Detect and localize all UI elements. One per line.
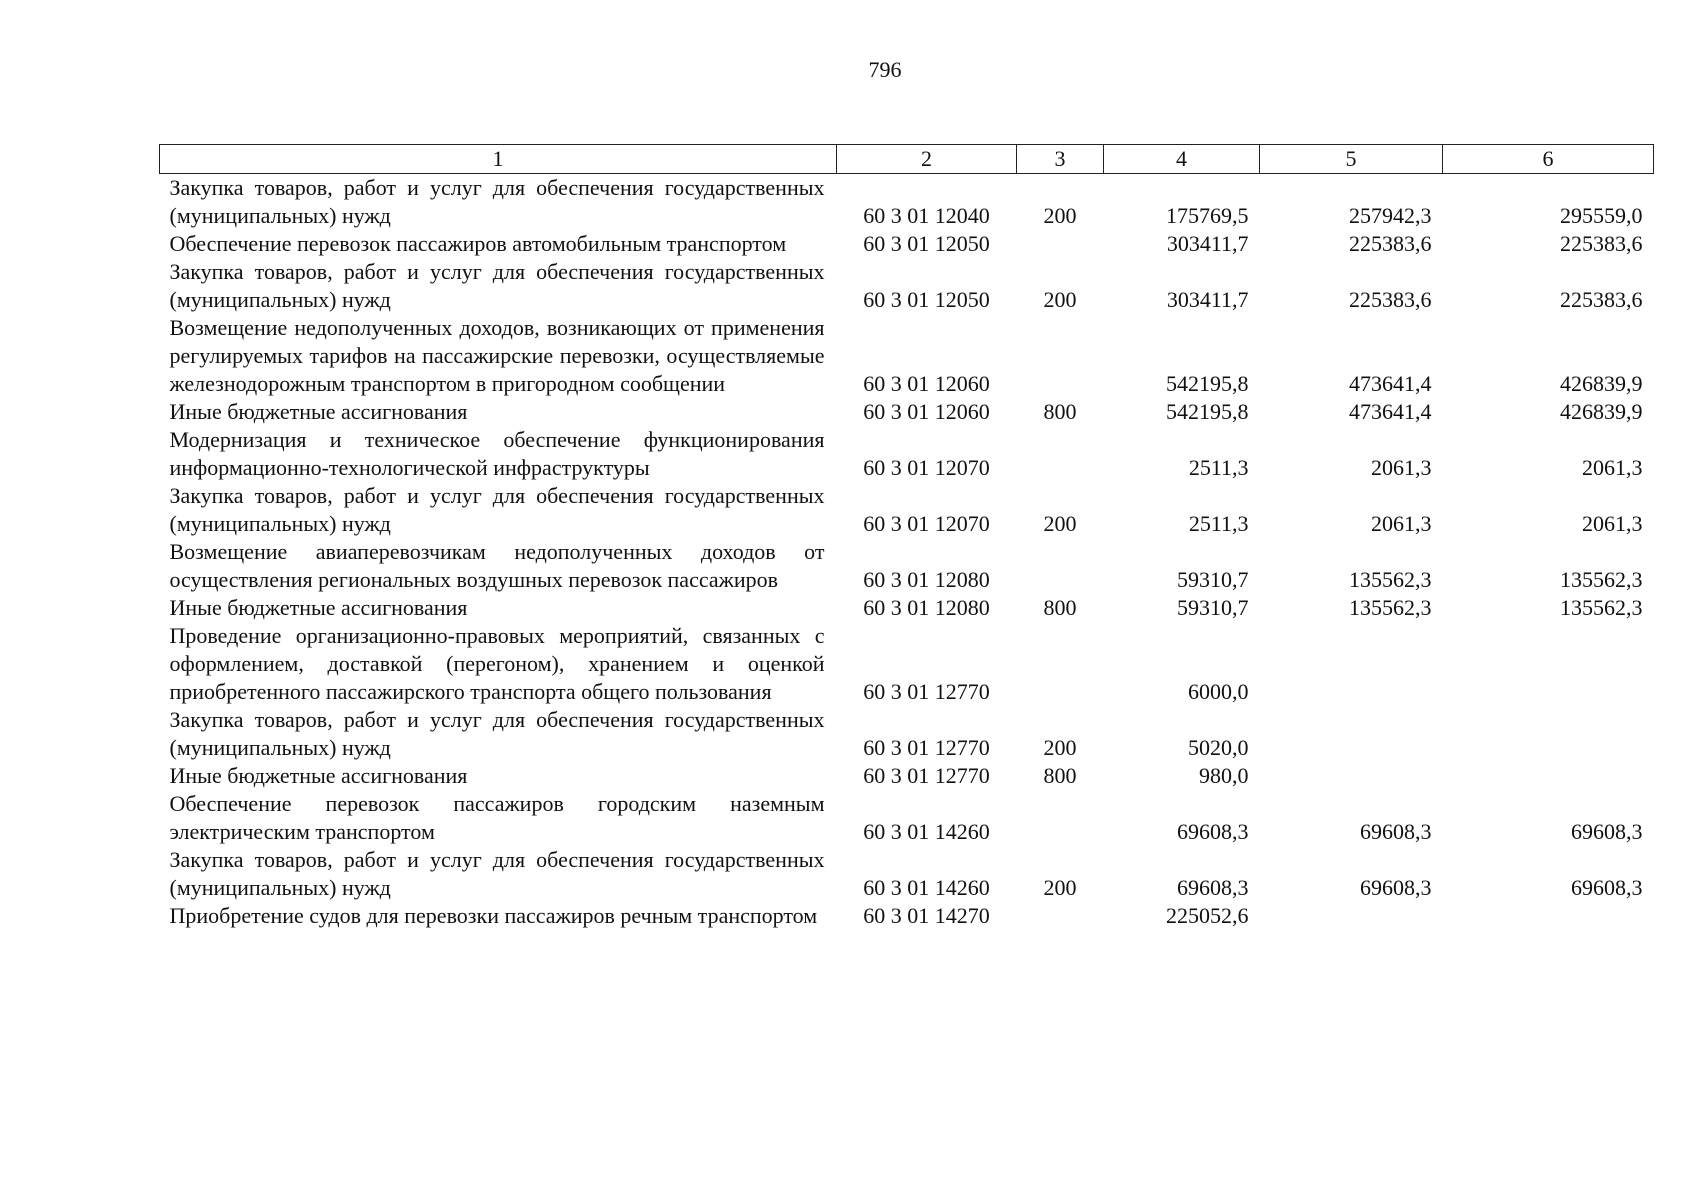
row-amount-3: 135562,3 [1560,567,1643,592]
row-amount-2: 69608,3 [1360,875,1432,900]
table-row [160,902,1654,930]
row-amount-3: 69608,3 [1571,875,1643,900]
row-amount-3 [1443,622,1654,706]
row-expense-type: 800 [1043,763,1077,788]
row-amount-3: 225383,6 [1560,231,1643,256]
table-row [160,538,1654,594]
row-name: Проведение организационно-правовых мероприятий, связанных с оформлением, доставкой (перегоном), хранением и оценкой приобретенного пассажирского транспорта общего пользования [169,623,825,704]
row-amount-1: 303411,7 [1166,287,1249,312]
row-target-code: 60 3 01 12070 [863,511,990,536]
row-expense-type: 800 [1043,595,1077,620]
row-amount-2: 2061,3 [1371,511,1432,536]
row-amount-2: 135562,3 [1349,567,1432,592]
row-name: Иные бюджетные ассигнования [169,595,468,620]
row-expense-type: 800 [1043,399,1077,424]
row-target-code: 60 3 01 14270 [863,903,990,928]
row-target-code: 60 3 01 12080 [863,595,990,620]
row-amount-1: 303411,7 [1166,231,1249,256]
row-amount-1: 59310,7 [1177,567,1249,592]
table-row [160,706,1654,762]
row-target-code: 60 3 01 12770 [863,735,990,760]
table-row [160,398,1654,426]
row-amount-1: 542195,8 [1166,399,1249,424]
table-row [160,482,1654,538]
row-amount-2 [1260,706,1443,762]
row-amount-1: 69608,3 [1177,819,1249,844]
column-header-amount-3: 6 [1443,145,1654,174]
row-amount-2: 257942,3 [1349,203,1432,228]
row-amount-1: 175769,5 [1166,203,1249,228]
row-amount-3: 295559,0 [1560,203,1643,228]
row-expense-type [1017,538,1104,594]
row-amount-2 [1260,622,1443,706]
row-name: Обеспечение перевозок пассажиров городским наземным электрическим транспортом [169,791,825,844]
row-target-code: 60 3 01 12060 [863,399,990,424]
row-expense-type: 200 [1043,287,1077,312]
row-amount-3: 426839,9 [1560,371,1643,396]
table-header [160,145,1654,174]
row-amount-1: 980,0 [1199,763,1249,788]
table-row [160,426,1654,482]
row-expense-type: 200 [1043,875,1077,900]
row-target-code: 60 3 01 12050 [863,287,990,312]
row-name: Иные бюджетные ассигнования [169,399,468,424]
row-amount-3 [1443,706,1654,762]
row-expense-type [1017,314,1104,398]
table-row [160,762,1654,790]
table-row [160,622,1654,706]
row-amount-1: 59310,7 [1177,595,1249,620]
row-target-code: 60 3 01 12080 [863,567,990,592]
column-header-code: 2 [837,145,1017,174]
row-amount-1: 69608,3 [1177,875,1249,900]
row-name: Возмещение недополученных доходов, возникающих от применения регулируемых тарифов на пассажирские перевозки, осуществляемые железнодорожным транспортом в пригородном сообщении [169,315,825,396]
table-row [160,594,1654,622]
row-name: Приобретение судов для перевозки пассажиров речным транспортом [169,903,818,928]
row-target-code: 60 3 01 12060 [863,371,990,396]
table-row [160,790,1654,846]
row-amount-3: 225383,6 [1560,287,1643,312]
row-amount-2: 473641,4 [1349,399,1432,424]
row-expense-type [1017,790,1104,846]
row-amount-3: 426839,9 [1560,399,1643,424]
row-target-code: 60 3 01 12770 [863,679,990,704]
row-amount-2: 225383,6 [1349,231,1432,256]
row-amount-2: 225383,6 [1349,287,1432,312]
row-name: Обеспечение перевозок пассажиров автомобильным транспортом [169,231,787,256]
row-name: Закупка товаров, работ и услуг для обеспечения государственных (муниципальных) нужд [169,847,825,900]
column-header-amount-1: 4 [1104,145,1260,174]
row-amount-2 [1260,902,1443,930]
column-header-amount-2: 5 [1260,145,1443,174]
row-amount-2: 2061,3 [1371,455,1432,480]
row-amount-1: 6000,0 [1188,679,1249,704]
row-amount-3 [1443,902,1654,930]
row-expense-type: 200 [1043,203,1077,228]
row-amount-1: 542195,8 [1166,371,1249,396]
row-expense-type [1017,230,1104,258]
row-expense-type [1017,426,1104,482]
header-row [160,145,1654,174]
row-amount-2: 135562,3 [1349,595,1432,620]
row-target-code: 60 3 01 12770 [863,763,990,788]
table-row [160,258,1654,314]
row-name: Закупка товаров, работ и услуг для обеспечения государственных (муниципальных) нужд [169,259,825,312]
row-name: Закупка товаров, работ и услуг для обеспечения государственных (муниципальных) нужд [169,175,825,228]
row-expense-type: 200 [1043,735,1077,760]
row-amount-2 [1260,762,1443,790]
row-amount-3: 69608,3 [1571,819,1643,844]
row-target-code: 60 3 01 14260 [863,819,990,844]
table-row [160,314,1654,398]
table-row [160,174,1654,231]
row-target-code: 60 3 01 14260 [863,875,990,900]
row-name: Закупка товаров, работ и услуг для обеспечения государственных (муниципальных) нужд [169,483,825,536]
row-target-code: 60 3 01 12050 [863,231,990,256]
row-amount-1: 225052,6 [1166,903,1249,928]
table-body [160,174,1654,931]
table-row [160,230,1654,258]
row-amount-3: 135562,3 [1560,595,1643,620]
column-header-expense-type: 3 [1017,145,1104,174]
row-target-code: 60 3 01 12040 [863,203,990,228]
row-name: Закупка товаров, работ и услуг для обеспечения государственных (муниципальных) нужд [169,707,825,760]
row-amount-1: 2511,3 [1188,511,1249,536]
column-header-name: 1 [160,145,837,174]
page-number: 796 [868,57,902,82]
row-name: Возмещение авиаперевозчикам недополученных доходов от осуществления региональных воздушных перевозок пассажиров [169,539,825,592]
row-amount-3: 2061,3 [1582,511,1643,536]
row-amount-1: 2511,3 [1188,455,1249,480]
row-expense-type [1017,622,1104,706]
row-name: Модернизация и техническое обеспечение функционирования информационно-технологической инфраструктуры [169,427,825,480]
row-amount-3 [1443,762,1654,790]
row-target-code: 60 3 01 12070 [863,455,990,480]
row-expense-type: 200 [1043,511,1077,536]
row-name: Иные бюджетные ассигнования [169,763,468,788]
row-amount-3: 2061,3 [1582,455,1643,480]
table-row [160,846,1654,902]
row-amount-1: 5020,0 [1188,735,1249,760]
row-amount-2: 473641,4 [1349,371,1432,396]
budget-table [159,144,1654,930]
row-expense-type [1017,902,1104,930]
row-amount-2: 69608,3 [1360,819,1432,844]
